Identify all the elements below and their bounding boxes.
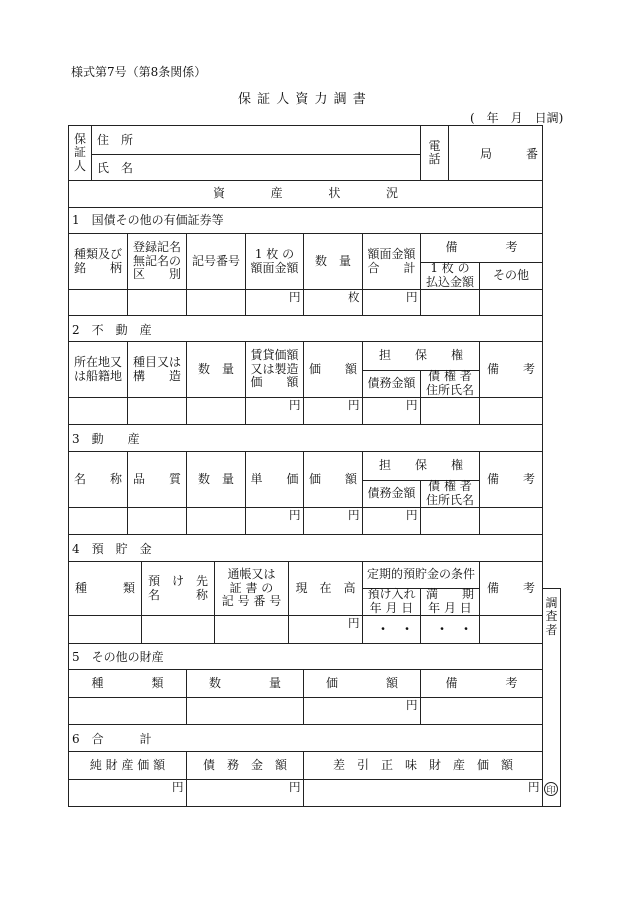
sec5-header-kind: 種 類 [91,675,164,690]
phone-station-label: 局 [480,147,493,161]
sec2-header-rent: 賃貸価額 又は製造 価 額 [250,347,299,390]
sec3-unit-yen: 円 [289,508,301,522]
address-label: 住 所 [97,133,134,147]
form-number: 様式第7号（第8条関係） [71,65,207,79]
sec1-header-serial: 記号番号 [191,253,240,268]
sec2-header-quantity: 数 量 [197,361,234,376]
sec3-header-collateral: 担 保 権 [378,458,463,473]
sec2-header-location: 所在地又 は船籍地 [73,354,122,383]
sec2-unit-yen: 円 [406,398,418,412]
inspector-label: 調 査 者 [545,596,558,637]
sec1-header-kind: 種類及び 銘 柄 [73,246,122,275]
name-label: 氏 名 [97,161,134,175]
sec4-header-conditions: 定期的預貯金の条件 [366,567,475,582]
sec6-unit-yen: 円 [172,780,184,794]
sec1-header-face-value: 1 枚 の 額面金額 [250,246,299,275]
sec1-header-total: 額面金額 合 計 [367,246,416,275]
sec4-header-balance: 現 在 高 [295,580,356,595]
sec3-header-quantity: 数 量 [197,471,234,486]
sec6-header-net-value: 純 財 産 価 額 [89,757,166,772]
sec2-header-collateral: 担 保 権 [378,348,463,363]
section-5-title: 5 その他の財産 [72,650,164,664]
sec1-header-remarks: 備 考 [445,240,518,255]
document-title: 保 証 人 資 力 調 書 [238,92,367,107]
sec2-unit-yen: 円 [348,398,360,412]
sec4-header-passbook: 通帳又は 証 書 の 記 号 番 号 [221,566,282,609]
sec4-deposit-date-dots: ・ ・ [377,622,414,636]
sec1-header-paid: 1 枚 の 払込金額 [425,261,474,289]
sec4-unit-yen: 円 [348,616,360,630]
sec3-header-value: 価 額 [308,471,357,486]
sec3-header-name: 名 称 [73,471,122,486]
section-4-title: 4 預 貯 金 [72,542,152,556]
sec4-header-maturity-date: 満 期 年 月 日 [425,587,474,615]
sec3-header-remarks: 備 考 [486,471,535,486]
sec3-header-quality: 品 質 [132,471,181,486]
sec4-header-deposit-date: 預け入れ 年 月 日 [367,587,416,615]
sec1-header-quantity: 数 量 [314,253,351,268]
section-1-title: 1 国債その他の有価証券等 [72,213,224,227]
phone-label: 電 話 [428,138,441,166]
sec2-header-type: 種目又は 構 造 [132,354,181,383]
sec1-unit-sheet: 枚 [348,290,360,304]
sec4-header-kind: 種 類 [74,580,135,595]
sec6-header-debt: 債 務 金 額 [202,757,287,772]
sec4-header-remarks: 備 考 [486,580,535,595]
sec6-header-net-assets: 差 引 正 味 財 産 価 額 [332,757,513,772]
sec5-header-remarks: 備 考 [445,675,518,690]
sec6-unit-yen: 円 [289,780,301,794]
sec4-header-bank: 預 け 先 名 称 [147,573,208,602]
sec3-header-debt: 債務金額 [367,486,416,501]
sec1-unit-yen: 円 [289,290,301,304]
survey-date-line: ( 年 月 日調) [470,111,564,125]
sec2-unit-yen: 円 [289,398,301,412]
sec1-header-other: その他 [492,268,529,283]
sec6-unit-yen: 円 [528,780,540,794]
sec3-header-creditor: 債 権 者 住所氏名 [425,479,474,507]
phone-number-label: 番 [526,147,539,161]
sec3-header-unit-price: 単 価 [250,471,299,486]
section-2-title: 2 不 動 産 [72,323,152,337]
seal-mark: 印 [544,782,558,796]
sec2-header-remarks: 備 考 [486,361,535,376]
sec4-maturity-date-dots: ・ ・ [436,622,473,636]
sec2-header-debt: 債務金額 [367,376,416,391]
sec3-unit-yen: 円 [348,508,360,522]
assets-heading: 資 産 状 況 [213,186,398,201]
section-3-title: 3 動 産 [72,432,140,446]
sec5-header-quantity: 数 量 [208,675,281,690]
sec1-unit-yen: 円 [406,290,418,304]
sec2-header-value: 価 額 [308,361,357,376]
sec3-unit-yen: 円 [406,508,418,522]
section-6-title: 6 合 計 [72,732,152,746]
sec1-header-registration: 登録記名 無記名の 区 別 [132,239,181,282]
guarantor-label: 保 証 人 [73,132,86,173]
sec2-header-creditor: 債 権 者 住所氏名 [425,369,474,397]
sec5-unit-yen: 円 [406,698,418,712]
sec5-header-value: 価 額 [325,675,398,690]
name-field[interactable] [150,156,418,180]
address-field[interactable] [150,127,418,153]
